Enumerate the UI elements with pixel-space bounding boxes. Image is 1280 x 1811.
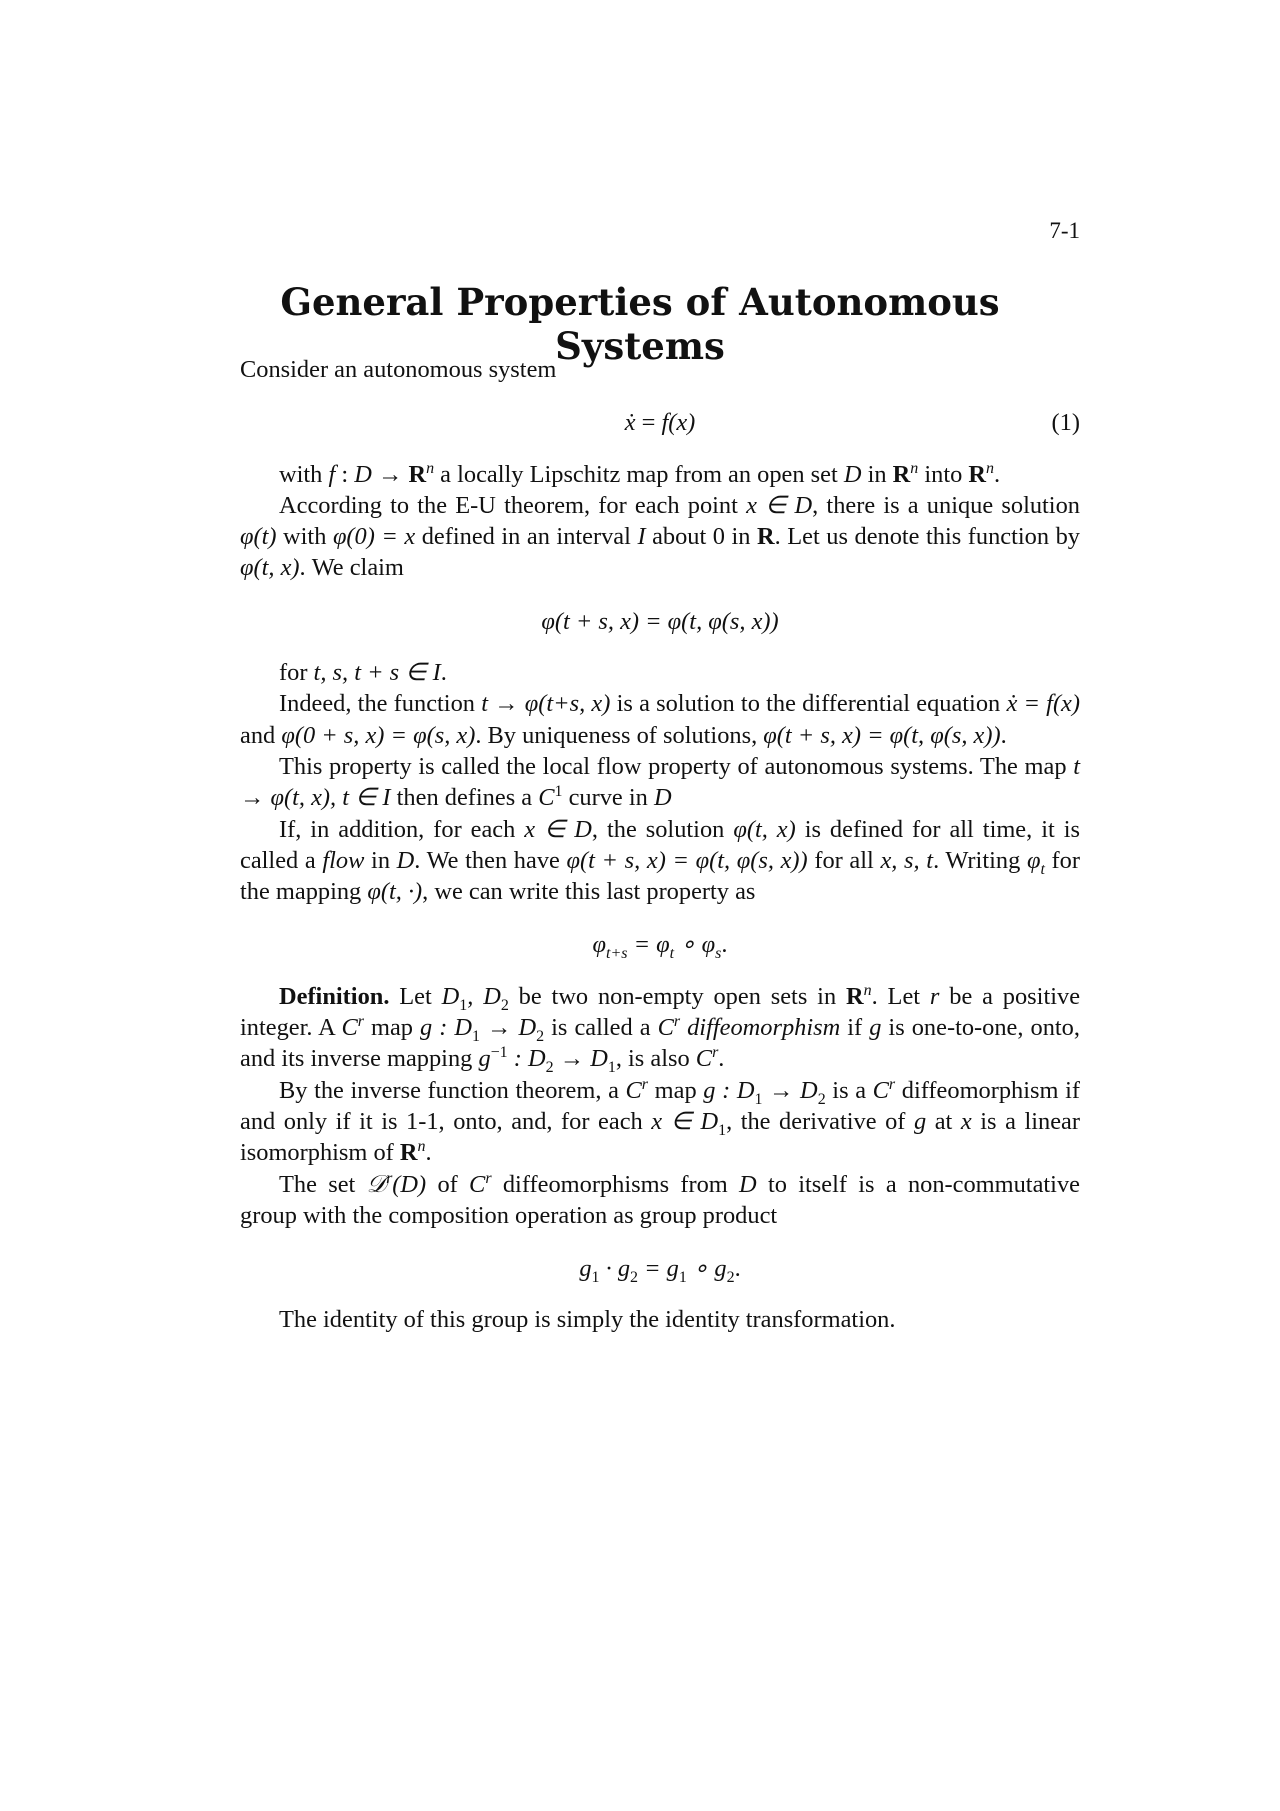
equation-group-product: $g_1 \cdot g_2 = g_1$ ∘ $g_2$. <box>579 1255 741 1286</box>
equation-group-property: $\varphi_{t+s} = \varphi_t$ ∘ $\varphi_s$. <box>592 931 728 963</box>
document-body <box>240 354 1080 1336</box>
paragraph-inverse-function: By the inverse function theorem, a $C^r$ map g : $D_1 \to D_2$ is a $C^r$ diffeomorphism if and only if it is 1-1, onto, and, for each x ∈ $D_1$, the derivative of g at x is a linear isomorphism of $R^n$. <box>240 1075 1081 1167</box>
paragraph-lipschitz: with f : $D \to R^n$ a locally Lipschitz map from an open set D in $R^n$ into $R^n$. <box>279 459 1001 488</box>
equation-1-label: (1) <box>1051 409 1080 437</box>
paragraph-definition: Definition. Let $D_1$, $D_2$ be two non-empty open sets in $R^n$. Let r be a positive integer. A $C^r$ map g : $D_1 \to D_2$ is called a $C^r$ diffeomorphism if g is one-to-one, onto, and its inverse mapping $g^{-1}$ : $D_2 \to D_1$, is also $C^r$. <box>240 981 1081 1077</box>
equation-1: ẋ = f(x) (1) <box>240 407 1080 438</box>
paragraph-identity: The identity of this group is simply the identity transformation. <box>279 1306 896 1334</box>
intro-paragraph: Consider an autonomous system <box>240 356 557 383</box>
paragraph-range: for t, s, t + s ∈ I. <box>279 659 447 687</box>
paragraph-eu-theorem: According to the E-U theorem, for each point x ∈ D, there is a unique solution φ(t) with φ(0) = x defined in an interval I about 0 in R. Let us denote this function by φ(t, x). We claim <box>240 491 1080 582</box>
page-title: General Properties of Autonomous Systems <box>280 280 1000 368</box>
paragraph-indeed: Indeed, the function t → φ(t+s, x) is a solution to the differential equation ẋ = f(x) and φ(0 + s, x) = φ(s, x). By uniqueness of solutions, φ(t + s, x) = φ(t, φ(s, x)). <box>240 690 1081 749</box>
equation-flow-claim: φ(t + s, x) = φ(t, φ(s, x)) <box>541 607 779 635</box>
paragraph-local-flow: This property is called the local flow property of autonomous systems. The map t → φ(t, x), t ∈ I then defines a $C^1$ curve in D <box>240 752 1080 812</box>
paragraph-diffeo-group: The set 𝒟$^r$(D) of $C^r$ diffeomorphisms from D to itself is a non-commutative group with the composition operation as group product <box>240 1169 1080 1229</box>
paragraph-flow: If, in addition, for each x ∈ D, the solution φ(t, x) is defined for all time, it is called a flow in D. We then have φ(t + s, x) = φ(t, φ(s, x)) for all x, s, t. Writing $\varphi_t$ for the mapping φ(t, ·), we can write this last property as <box>240 815 1080 906</box>
page-number: 7-1 <box>1049 218 1080 243</box>
